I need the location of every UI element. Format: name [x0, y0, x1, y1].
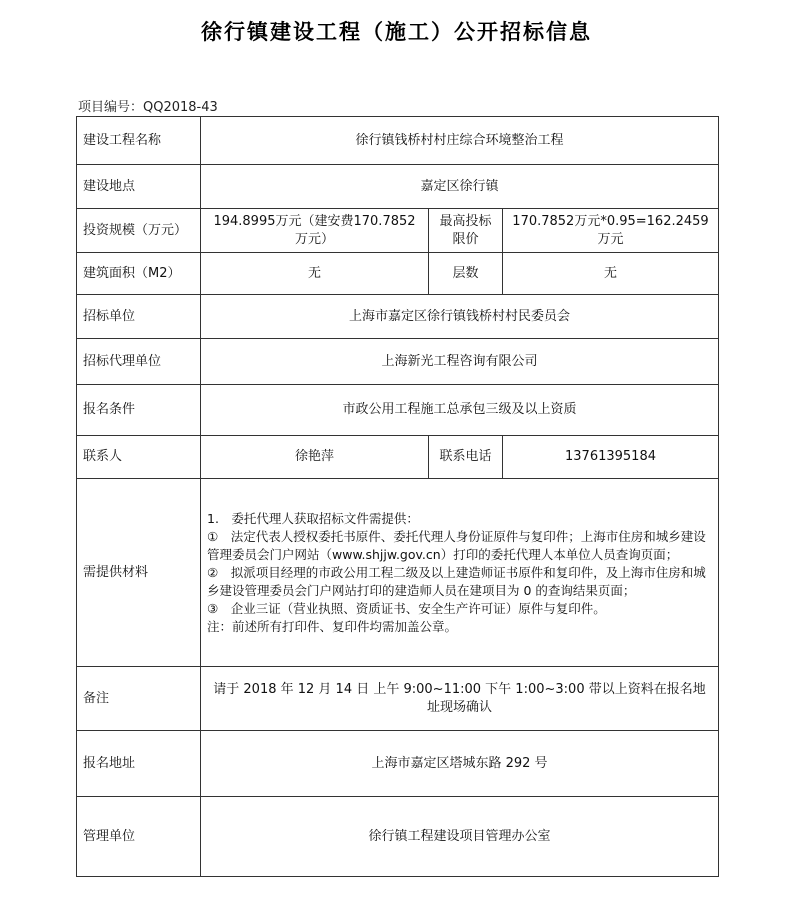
- materials-line: 1. 委托代理人获取招标文件需提供：: [207, 510, 419, 526]
- materials-line: ① 法定代表人授权委托书原件、委托代理人身份证原件与复印件；上海市住房和城乡建设管理委员会门户网站（www.shjjw.gov.cn）打印的委托代理人本单位人员查询页面；: [207, 528, 706, 562]
- label-conditions: 报名条件: [77, 385, 201, 436]
- label-location: 建设地点: [77, 165, 201, 209]
- value-materials: [201, 479, 719, 667]
- row-project-name: [77, 117, 719, 165]
- value-remarks: 请于 2018 年 12 月 14 日 上午 9:00~11:00 下午 1:00~3:00 带以上资料在报名地址现场确认: [201, 667, 719, 731]
- value-area: 无: [201, 253, 429, 295]
- value-contact: 徐艳萍: [201, 436, 429, 479]
- value-conditions: 市政公用工程施工总承包三级及以上资质: [201, 385, 719, 436]
- value-location: 嘉定区徐行镇: [201, 165, 719, 209]
- materials-line: 注：前述所有打印件、复印件均需加盖公章。: [207, 618, 458, 634]
- row-area: [77, 253, 719, 295]
- page-title: 徐行镇建设工程（施工）公开招标信息: [201, 19, 592, 44]
- row-location: [77, 165, 719, 209]
- value-investment: 194.8995万元（建安费170.7852万元）: [201, 209, 429, 253]
- row-remarks: [77, 667, 719, 731]
- value-manager: 徐行镇工程建设项目管理办公室: [201, 797, 719, 877]
- label-max-bid-price: 最高投标限价: [429, 209, 503, 253]
- label-manager: 管理单位: [77, 797, 201, 877]
- materials-line: ② 拟派项目经理的市政公用工程二级及以上建造师证书原件和复印件，及上海市住房和城乡建设管理委员会门户网站打印的建造师人员在建项目为 0 的查询结果页面；: [207, 564, 706, 598]
- label-reg-address: 报名地址: [77, 731, 201, 797]
- row-investment: [77, 209, 719, 253]
- row-conditions: [77, 385, 719, 436]
- value-max-bid-price: 170.7852万元*0.95=162.2459万元: [503, 209, 719, 253]
- tender-info-table: [76, 116, 719, 877]
- label-contact: 联系人: [77, 436, 201, 479]
- value-project-name: 徐行镇钱桥村村庄综合环境整治工程: [201, 117, 719, 165]
- value-floors: 无: [503, 253, 719, 295]
- label-materials: 需提供材料: [77, 479, 201, 667]
- value-reg-address: 上海市嘉定区塔城东路 292 号: [201, 731, 719, 797]
- label-project-name: 建设工程名称: [77, 117, 201, 165]
- materials-line: ③ 企业三证（营业执照、资质证书、安全生产许可证）原件与复印件。: [207, 600, 606, 616]
- row-manager: [77, 797, 719, 877]
- label-phone: 联系电话: [429, 436, 503, 479]
- label-tenderer: 招标单位: [77, 295, 201, 339]
- row-reg-address: [77, 731, 719, 797]
- label-remarks: 备注: [77, 667, 201, 731]
- row-materials: [77, 479, 719, 667]
- label-agent: 招标代理单位: [77, 339, 201, 385]
- row-tenderer: [77, 295, 719, 339]
- label-area: 建筑面积（M2）: [77, 253, 201, 295]
- value-agent: 上海新光工程咨询有限公司: [201, 339, 719, 385]
- row-agent: [77, 339, 719, 385]
- value-tenderer: 上海市嘉定区徐行镇钱桥村村民委员会: [201, 295, 719, 339]
- row-contact: [77, 436, 719, 479]
- value-phone: 13761395184: [503, 436, 719, 479]
- project-number: 项目编号：QQ2018-43: [78, 100, 218, 115]
- label-investment: 投资规模（万元）: [77, 209, 201, 253]
- label-floors: 层数: [429, 253, 503, 295]
